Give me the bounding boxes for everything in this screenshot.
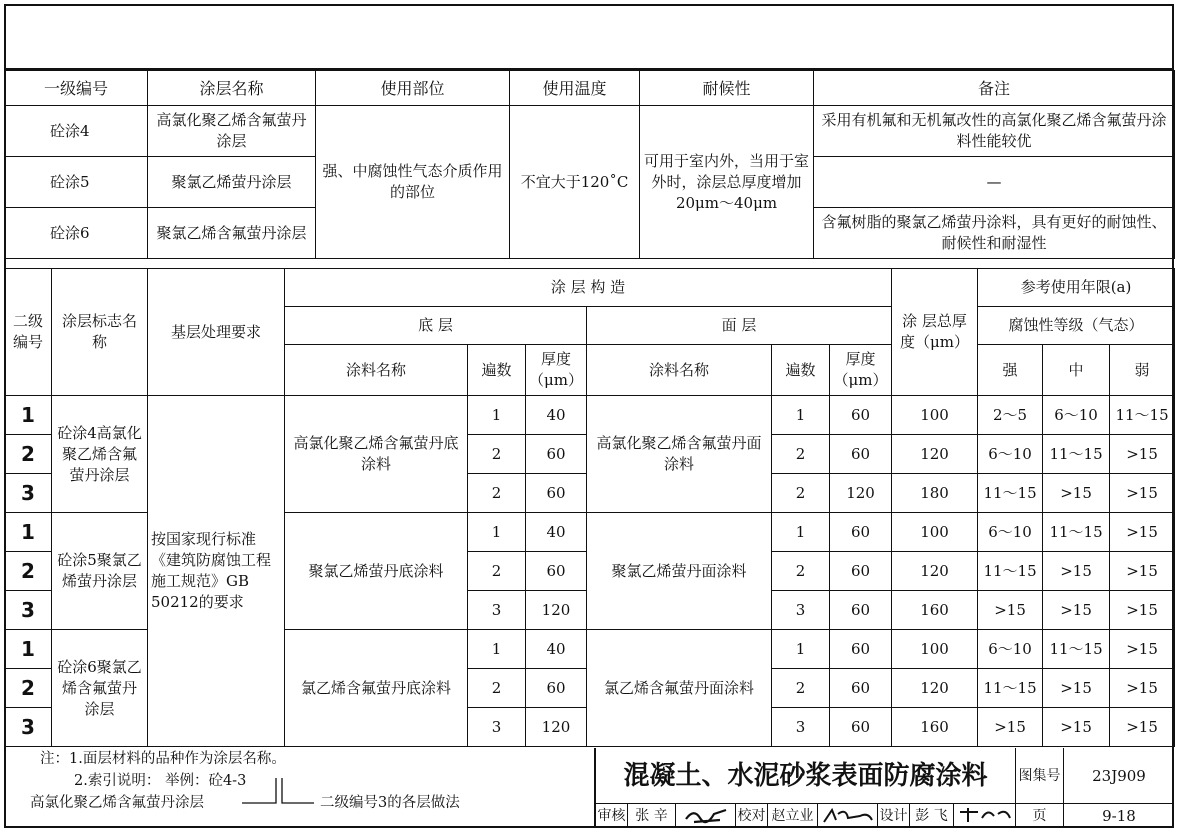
header-coating-name: 涂层名称 <box>148 71 316 106</box>
temperature-cell: 不宜大于120˚C <box>510 106 640 259</box>
total-thickness: 100 <box>892 396 978 435</box>
drawing-title: 混凝土、水泥砂浆表面防腐涂料 <box>596 748 1016 804</box>
total-thickness: 120 <box>892 435 978 474</box>
second-code-cell: 1 <box>5 513 52 552</box>
total-thickness: 100 <box>892 630 978 669</box>
second-code-cell: 1 <box>5 396 52 435</box>
second-code-cell: 1 <box>5 630 52 669</box>
life-weak: >15 <box>1110 474 1175 513</box>
bottom-thickness: 60 <box>526 435 587 474</box>
title-block <box>594 748 1174 828</box>
second-code-cell: 3 <box>5 474 52 513</box>
life-weak: >15 <box>1110 591 1175 630</box>
bottom-thickness: 60 <box>526 552 587 591</box>
design-label: 设计 <box>878 804 910 828</box>
total-thickness: 180 <box>892 474 978 513</box>
designer-signature-mark <box>956 804 1014 826</box>
coating-mark-cell: 砼涂4高氯化聚乙烯含氟萤丹涂层 <box>52 396 148 513</box>
bottom-thickness: 120 <box>526 708 587 747</box>
life-strong: 11～15 <box>978 552 1043 591</box>
bottom-coats: 2 <box>468 435 526 474</box>
row-name: 聚氯乙烯萤丹涂层 <box>148 157 316 208</box>
second-code-cell: 3 <box>5 708 52 747</box>
total-thickness: 100 <box>892 513 978 552</box>
header-bottom-name: 涂料名称 <box>285 345 468 396</box>
top-coats: 2 <box>772 435 830 474</box>
top-paint-name: 高氯化聚乙烯含氟萤丹面涂料 <box>587 396 772 513</box>
total-thickness: 160 <box>892 591 978 630</box>
note-line-2: 2.索引说明： 举例：砼4-3 <box>74 773 247 789</box>
header-top: 面 层 <box>587 307 892 345</box>
life-strong: >15 <box>978 708 1043 747</box>
top-blank-area <box>4 4 1174 70</box>
second-code-cell: 2 <box>5 435 52 474</box>
life-weak: >15 <box>1110 669 1175 708</box>
checker-signature-mark <box>820 804 876 826</box>
checker-signature <box>818 804 878 828</box>
top-coats: 1 <box>772 513 830 552</box>
life-strong: >15 <box>978 591 1043 630</box>
top-thickness: 60 <box>830 552 892 591</box>
header-bottom: 底 层 <box>285 307 587 345</box>
bottom-coats: 3 <box>468 591 526 630</box>
top-thickness: 60 <box>830 513 892 552</box>
atlas-label: 图集号 <box>1016 748 1064 804</box>
header-weather: 耐候性 <box>640 71 814 106</box>
reviewer-signature <box>676 804 736 828</box>
page-number: 9-18 <box>1102 807 1136 825</box>
index-leader-lines <box>14 770 574 814</box>
header-usage: 使用部位 <box>316 71 510 106</box>
row-code: 砼涂4 <box>5 106 148 157</box>
bottom-thickness: 60 <box>526 669 587 708</box>
atlas-number: 23J909 <box>1064 748 1174 804</box>
checker-name: 赵立业 <box>768 804 818 828</box>
header-coating-mark: 涂层标志名称 <box>52 269 148 396</box>
second-code-cell: 2 <box>5 669 52 708</box>
base-requirement-cell: 按国家现行标准《建筑防腐蚀工程施工规范》GB 50212的要求 <box>148 396 285 747</box>
life-strong: 11～15 <box>978 474 1043 513</box>
coating-mark-cell: 砼涂5聚氯乙烯萤丹涂层 <box>52 513 148 630</box>
life-strong: 6～10 <box>978 630 1043 669</box>
designer-name: 彭 飞 <box>910 804 954 828</box>
header-bottom-thickness: 厚度（μm） <box>526 345 587 396</box>
life-weak: >15 <box>1110 630 1175 669</box>
top-coats: 3 <box>772 708 830 747</box>
top-thickness: 60 <box>830 630 892 669</box>
top-coats: 2 <box>772 474 830 513</box>
top-thickness: 60 <box>830 435 892 474</box>
top-coats: 1 <box>772 396 830 435</box>
top-thickness: 60 <box>830 669 892 708</box>
life-weak: 11～15 <box>1110 396 1175 435</box>
coating-overview-table <box>4 70 1175 259</box>
row-remark: — <box>814 157 1175 208</box>
life-medium: 11～15 <box>1043 435 1110 474</box>
header-life: 参考使用年限(a) <box>978 269 1175 307</box>
life-weak: >15 <box>1110 708 1175 747</box>
life-medium: 11～15 <box>1043 513 1110 552</box>
life-medium: 6～10 <box>1043 396 1110 435</box>
header-weak: 弱 <box>1110 345 1175 396</box>
life-medium: >15 <box>1043 552 1110 591</box>
second-code-cell: 3 <box>5 591 52 630</box>
life-weak: >15 <box>1110 435 1175 474</box>
reviewer-name: 张 辛 <box>628 804 676 828</box>
row-name: 聚氯乙烯含氟萤丹涂层 <box>148 208 316 259</box>
row-code: 砼涂5 <box>5 157 148 208</box>
bottom-paint-name: 氯乙烯含氟萤丹底涂料 <box>285 630 468 747</box>
notes <box>14 748 589 826</box>
review-label: 审核 <box>596 804 628 828</box>
life-medium: >15 <box>1043 669 1110 708</box>
row-remark: 采用有机氟和无机氟改性的高氯化聚乙烯含氟萤丹涂料性能较优 <box>814 106 1175 157</box>
life-strong: 6～10 <box>978 435 1043 474</box>
top-paint-name: 聚氯乙烯萤丹面涂料 <box>587 513 772 630</box>
header-grade: 腐蚀性等级（气态） <box>978 307 1175 345</box>
bottom-coats: 2 <box>468 474 526 513</box>
weather-cell: 可用于室内外，当用于室外时，涂层总厚度增加20μm～40μm <box>640 106 814 259</box>
bottom-thickness: 60 <box>526 474 587 513</box>
bottom-coats: 1 <box>468 396 526 435</box>
total-thickness: 160 <box>892 708 978 747</box>
bottom-coats: 1 <box>468 630 526 669</box>
bottom-coats: 3 <box>468 708 526 747</box>
note-coating-name: 高氯化聚乙烯含氟萤丹涂层 <box>30 795 204 811</box>
life-strong: 11～15 <box>978 669 1043 708</box>
page-label: 页 <box>1016 804 1064 828</box>
usage-cell: 强、中腐蚀性气态介质作用的部位 <box>316 106 510 259</box>
life-medium: >15 <box>1043 708 1110 747</box>
coating-mark-cell: 砼涂6聚氯乙烯含氟萤丹涂层 <box>52 630 148 747</box>
life-weak: >15 <box>1110 552 1175 591</box>
bottom-paint-name: 高氯化聚乙烯含氟萤丹底涂料 <box>285 396 468 513</box>
life-medium: >15 <box>1043 591 1110 630</box>
row-name: 高氯化聚乙烯含氟萤丹涂层 <box>148 106 316 157</box>
bottom-coats: 1 <box>468 513 526 552</box>
reviewer-signature-mark <box>680 804 732 826</box>
note-line-3 <box>14 792 589 814</box>
life-medium: 11～15 <box>1043 630 1110 669</box>
header-base: 基层处理要求 <box>148 269 285 396</box>
header-top-thickness: 厚度（μm） <box>830 345 892 396</box>
header-first-code: 一级编号 <box>5 71 148 106</box>
top-coats: 2 <box>772 552 830 591</box>
bottom-thickness: 40 <box>526 630 587 669</box>
row-code: 砼涂6 <box>5 208 148 259</box>
note-second-code-desc: 二级编号3的各层做法 <box>320 795 460 811</box>
top-coats: 1 <box>772 630 830 669</box>
total-thickness: 120 <box>892 669 978 708</box>
header-remark: 备注 <box>814 71 1175 106</box>
header-strong: 强 <box>978 345 1043 396</box>
header-top-coats: 遍数 <box>772 345 830 396</box>
life-strong: 6～10 <box>978 513 1043 552</box>
bottom-thickness: 40 <box>526 396 587 435</box>
designer-signature <box>954 804 1016 828</box>
second-code-cell: 2 <box>5 552 52 591</box>
bottom-paint-name: 聚氯乙烯萤丹底涂料 <box>285 513 468 630</box>
total-thickness: 120 <box>892 552 978 591</box>
bottom-thickness: 120 <box>526 591 587 630</box>
header-total: 涂 层总厚度（μm） <box>892 269 978 396</box>
top-coats: 2 <box>772 669 830 708</box>
header-bottom-coats: 遍数 <box>468 345 526 396</box>
coating-structure-table <box>4 268 1175 747</box>
life-strong: 2～5 <box>978 396 1043 435</box>
header-second-code: 二级编号 <box>5 269 52 396</box>
row-remark: 含氟树脂的聚氯乙烯萤丹涂料，具有更好的耐蚀性、耐候性和耐湿性 <box>814 208 1175 259</box>
life-medium: >15 <box>1043 474 1110 513</box>
bottom-coats: 2 <box>468 669 526 708</box>
top-thickness: 60 <box>830 591 892 630</box>
top-thickness: 60 <box>830 708 892 747</box>
header-structure: 涂 层 构 造 <box>285 269 892 307</box>
header-temperature: 使用温度 <box>510 71 640 106</box>
note-line-1: 注：1.面层材料的品种作为涂层名称。 <box>40 751 286 767</box>
check-label: 校对 <box>736 804 768 828</box>
bottom-coats: 2 <box>468 552 526 591</box>
top-paint-name: 氯乙烯含氟萤丹面涂料 <box>587 630 772 747</box>
top-thickness: 60 <box>830 396 892 435</box>
bottom-thickness: 40 <box>526 513 587 552</box>
header-top-name: 涂料名称 <box>587 345 772 396</box>
header-medium: 中 <box>1043 345 1110 396</box>
life-weak: >15 <box>1110 513 1175 552</box>
top-thickness: 120 <box>830 474 892 513</box>
top-coats: 3 <box>772 591 830 630</box>
